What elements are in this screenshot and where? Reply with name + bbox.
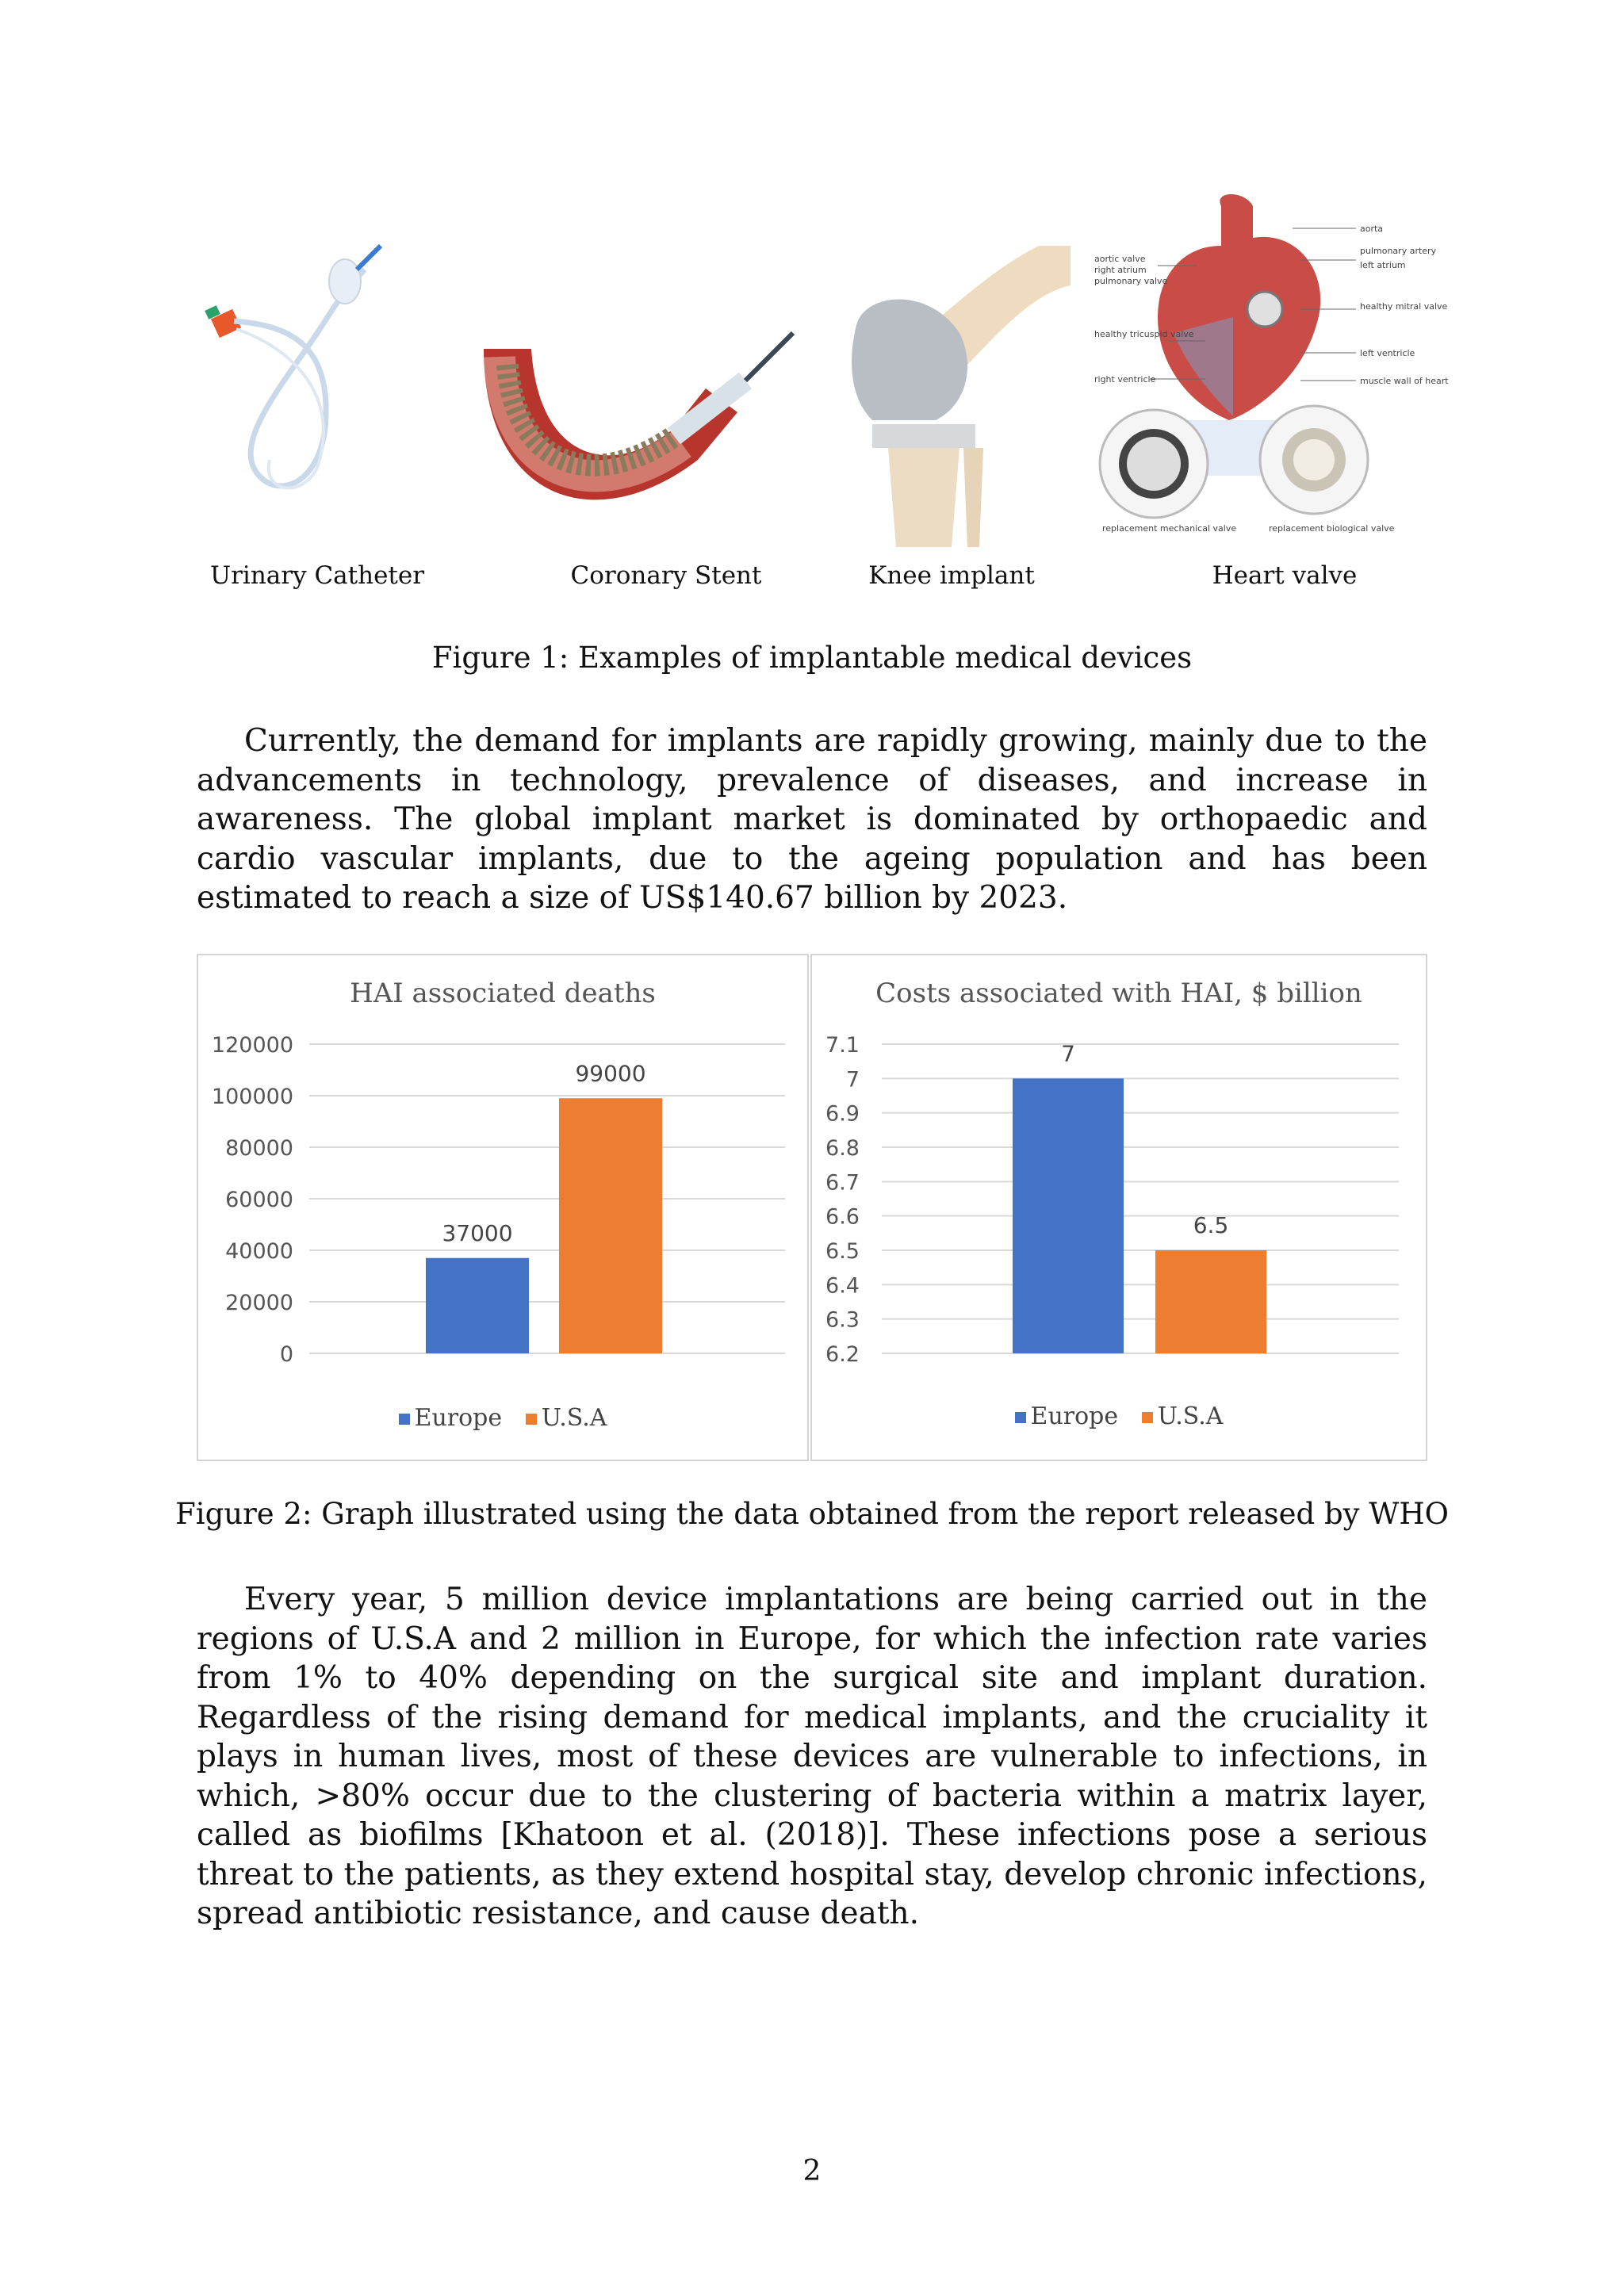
heart-label-right-atrium: right atrium [1094,265,1147,275]
paragraph-2 [197,1580,1427,1934]
legend-usa [526,1404,607,1432]
y-tick-label: 7 [845,1067,860,1093]
y-tick-label: 6.3 [825,1307,860,1333]
urinary-catheter-image [198,238,404,555]
legend-europe [399,1404,503,1432]
device-caption-urinary-catheter: Urinary Catheter [209,561,425,590]
chart-hai-costs [810,954,1427,1461]
data-label: 6.5 [1193,1212,1229,1238]
chart-hai-deaths [197,954,809,1461]
paragraph-2-text: Every year, 5 million device implantations are being carried out in the regions of U.S.A and 2 million in Europe, for which the infection rate varies from 1% to 40% depending on the surgical site and implant duration. Regardless of the rising demand for medical implants, and the cruciality it plays in human lives, most of these devices are vulnerable to infections, in which, >80% occur due to the clustering of bacteria within a matrix layer, called as biofilms [Khatoon et al. (2018)]. These infections pose a serious threat to the patients, as they extend hospital stay, develop chronic infections, spread antibiotic resistance, and cause death. [197,1582,1427,1931]
legend-europe-label: Europe [414,1404,503,1432]
heart-label-right-ventricle: right ventricle [1094,374,1156,385]
heart-label-left-atrium: left atrium [1360,260,1406,270]
heart-label-aortic-valve: aortic valve [1094,254,1146,264]
bar-europe [426,1258,529,1353]
chart-2-title: Costs associated with HAI, $ billion [875,978,1362,1009]
legend-europe-label: Europe [1030,1402,1119,1430]
legend-usa-swatch [526,1414,537,1425]
device-caption-coronary-stent: Coronary Stent [570,561,762,590]
legend-usa-label: U.S.A [541,1404,607,1432]
device-caption-knee-implant: Knee implant [868,561,1035,590]
paragraph-1 [197,721,1427,918]
chart-1-legend [198,1404,807,1432]
y-tick-label: 120000 [211,1033,293,1058]
y-tick-label: 100000 [211,1085,293,1109]
heart-label-left-ventricle: left ventricle [1360,348,1415,358]
page-number: 2 [802,2155,822,2187]
legend-usa-swatch [1142,1412,1153,1423]
heart-label-pulmonary-artery: pulmonary artery [1360,246,1437,256]
data-label: 99000 [575,1060,646,1087]
legend-europe [1015,1402,1119,1430]
data-label: 7 [1061,1040,1075,1067]
legend-usa-label: U.S.A [1157,1402,1224,1430]
heart-label-mitral-valve: healthy mitral valve [1360,301,1448,312]
y-tick-label: 40000 [225,1239,293,1264]
knee-implant-image [833,246,1071,547]
legend-europe-swatch [1015,1412,1026,1423]
chart-2-plot [812,955,1426,1399]
chart-2-legend [812,1402,1426,1430]
heart-label-replacement-mechanical: replacement mechanical valve [1102,523,1237,534]
bar-europe [1013,1078,1124,1353]
heart-label-tricuspid-valve: healthy tricuspid valve [1094,329,1194,339]
figure-1-caption: Figure 1: Examples of implantable medical devices [431,641,1193,675]
data-label: 37000 [442,1219,513,1246]
figure-1 [182,190,1449,603]
y-tick-label: 6.6 [825,1204,860,1230]
legend-europe-swatch [399,1414,410,1425]
coronary-stent-image [476,238,801,547]
y-tick-label: 6.5 [825,1239,860,1264]
figure-2-caption: Figure 2: Graph illustrated using the data obtained from the report released by WHO [175,1497,1449,1531]
chart-1-plot [198,955,807,1399]
heart-valve-image [1094,190,1449,547]
y-tick-label: 6.4 [825,1273,860,1299]
legend-usa [1142,1402,1224,1430]
y-tick-label: 6.7 [825,1170,860,1196]
bar-usa [1155,1250,1266,1353]
heart-label-pulmonary-valve: pulmonary valve [1094,276,1168,286]
y-tick-label: 6.9 [825,1101,860,1127]
y-tick-label: 0 [279,1342,293,1367]
y-tick-label: 60000 [225,1188,293,1212]
device-caption-heart-valve: Heart valve [1212,561,1358,590]
bar-usa [559,1098,662,1353]
heart-label-muscle-wall: muscle wall of heart [1360,376,1449,386]
y-tick-label: 20000 [225,1291,293,1315]
y-tick-label: 6.8 [825,1136,860,1161]
heart-label-aorta: aorta [1360,224,1384,234]
chart-1-title: HAI associated deaths [350,978,656,1009]
y-tick-label: 7.1 [825,1033,860,1058]
heart-label-replacement-biological: replacement biological valve [1269,523,1395,534]
paragraph-1-text: Currently, the demand for implants are rapidly growing, mainly due to the advancements in technology, prevalence of diseases, and increase in awareness. The global implant market is dominated by orthopaedic and cardio vascular implants, due to the ageing population and has been estimated to reach a size of US$140.67 billion by 2023. [197,723,1427,916]
y-tick-label: 6.2 [825,1342,860,1367]
y-tick-label: 80000 [225,1136,293,1161]
